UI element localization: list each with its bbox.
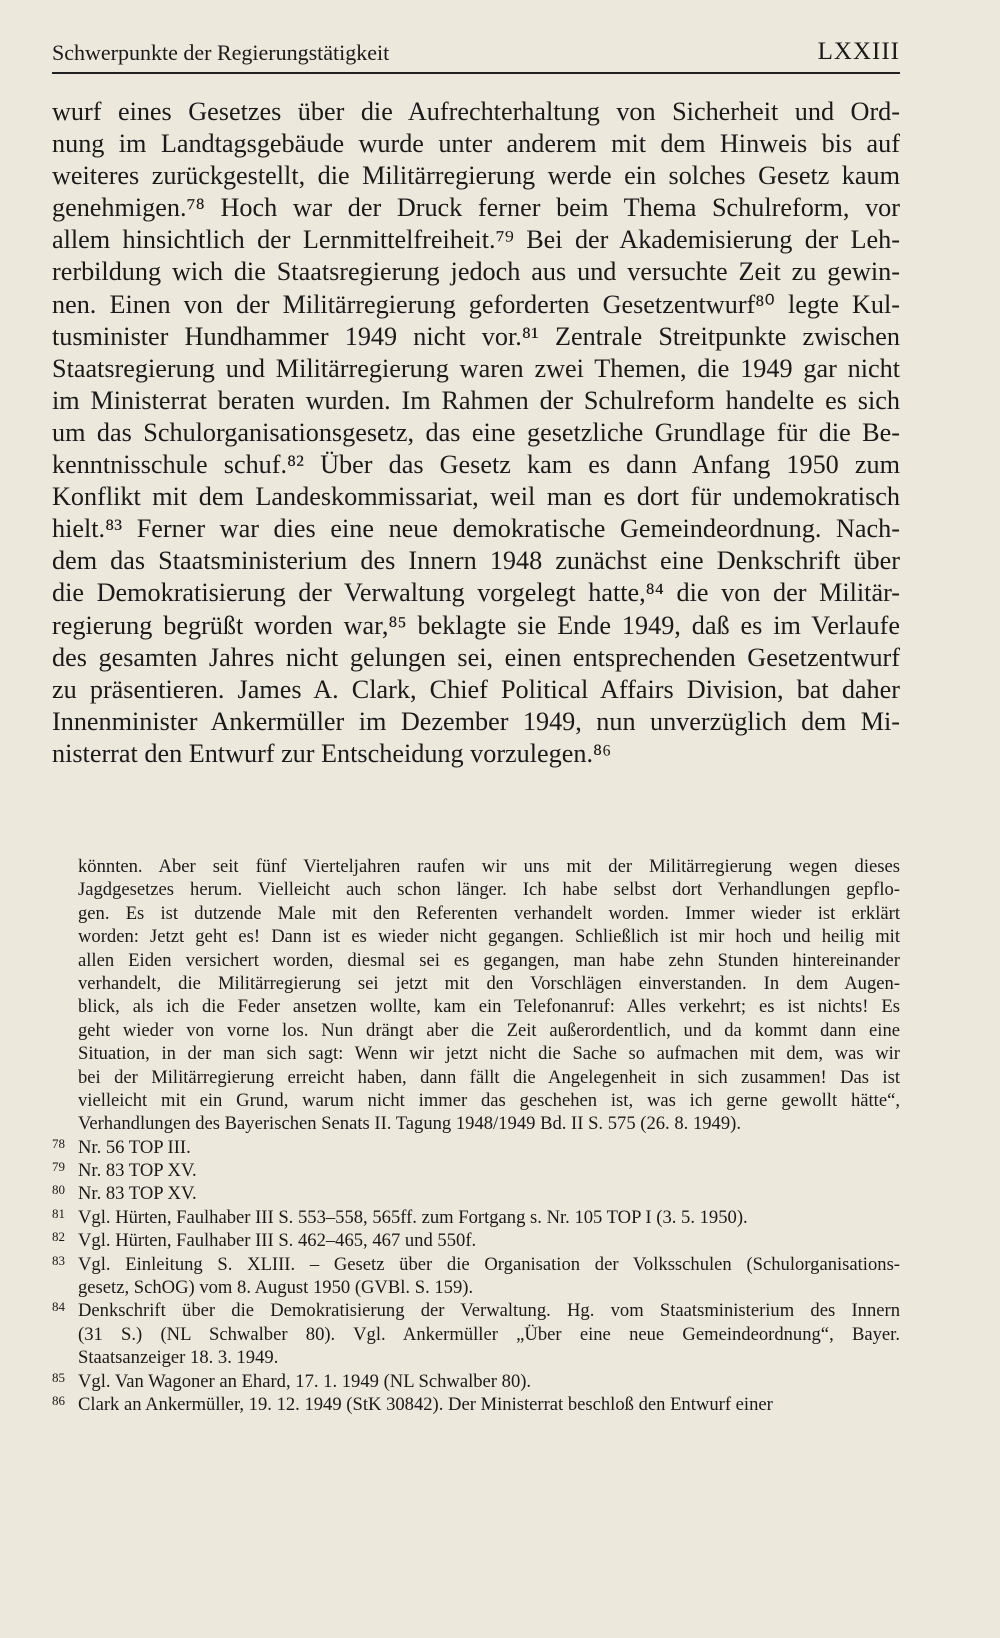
body-line: zu präsentieren. James A. Clark, Chief Political Affairs Division, bat daher bbox=[52, 674, 900, 704]
footnote-continuation-line: allen Eiden versichert worden, diesmal sei es gegangen, man habe zehn Stunden hintereinander bbox=[78, 949, 900, 971]
body-line: die Demokratisierung der Verwaltung vorgelegt hatte,⁸⁴ die von der Militär- bbox=[52, 578, 900, 608]
running-header bbox=[52, 36, 900, 74]
footnote-text: Denkschrift über die Demokratisierung der Verwaltung. Hg. vom Staatsministerium des Innern bbox=[78, 1300, 900, 1322]
footnotes bbox=[52, 855, 900, 1416]
footnote-line bbox=[52, 1229, 900, 1252]
body-line: hielt.⁸³ Ferner war dies eine neue demokratische Gemeindeordnung. Nach- bbox=[52, 514, 900, 544]
main-text bbox=[52, 96, 900, 770]
footnote-line bbox=[52, 1393, 900, 1416]
footnote-text: Nr. 56 TOP III. bbox=[78, 1136, 191, 1158]
footnote-text: Clark an Ankermüller, 19. 12. 1949 (StK 30842). Der Ministerrat beschloß den Entwurf einer bbox=[78, 1393, 773, 1415]
footnote-continuation-line: verhandelt, die Militärregierung sei jetzt mit den Vorschlägen einverstanden. In dem Augen- bbox=[78, 972, 900, 994]
footnote-continuation-line: könnten. Aber seit fünf Vierteljahren raufen wir uns mit der Militärregierung wegen dieses bbox=[78, 856, 900, 877]
footnote-number: 78 bbox=[52, 1135, 65, 1151]
body-line: kenntnisschule schuf.⁸² Über das Gesetz kam es dann Anfang 1950 zum bbox=[52, 450, 900, 480]
body-line: regierung begrüßt worden war,⁸⁵ beklagte sie Ende 1949, daß es im Verlaufe bbox=[52, 610, 900, 640]
body-line: dem das Staatsministerium des Innern 1948 zunächst eine Denkschrift über bbox=[52, 546, 900, 576]
body-line: genehmigen.⁷⁸ Hoch war der Druck ferner beim Thema Schulreform, vor bbox=[52, 193, 900, 223]
footnote-text: Vgl. Hürten, Faulhaber III S. 462–465, 467 und 550f. bbox=[78, 1230, 477, 1252]
footnote-text: Vgl. Van Wagoner an Ehard, 17. 1. 1949 (NL Schwalber 80). bbox=[78, 1370, 532, 1392]
body-line: nung im Landtagsgebäude wurde unter anderem mit dem Hinweis bis auf bbox=[52, 129, 900, 159]
footnote-number: 79 bbox=[52, 1159, 65, 1175]
footnote-text: Nr. 83 TOP XV. bbox=[78, 1183, 197, 1205]
footnote-line bbox=[52, 1299, 900, 1322]
footnote-text: gesetz, SchOG) vom 8. August 1950 (GVBl. S. 159). bbox=[78, 1277, 474, 1299]
footnote-text: (31 S.) (NL Schwalber 80). Vgl. Ankermüller „Über eine neue Gemeindeordnung“, Bayer. bbox=[78, 1323, 900, 1345]
footnote-line bbox=[52, 1136, 900, 1159]
running-title: Schwerpunkte der Regierungstätigkeit bbox=[52, 40, 390, 65]
footnote-number: 84 bbox=[52, 1299, 65, 1315]
body-line: weiteres zurückgestellt, die Militärregierung werde ein solches Gesetz kaum bbox=[52, 161, 900, 191]
body-line: rerbildung wich die Staatsregierung jedoch aus und versuchte Zeit zu gewin- bbox=[52, 257, 900, 287]
body-line: Innenminister Ankermüller im Dezember 1949, nun unverzüglich dem Mi- bbox=[52, 706, 900, 736]
footnote-continuation-line: bei der Militärregierung erreicht haben, dann fällt die Angelegenheit in sich zusammen! Das ist bbox=[78, 1066, 900, 1088]
footnote-text: Vgl. Einleitung S. XLIII. – Gesetz über die Organisation der Volksschulen (Schulorganisations- bbox=[78, 1253, 900, 1275]
footnote-line bbox=[52, 1206, 900, 1229]
footnote-line bbox=[52, 1182, 900, 1205]
body-line: im Ministerrat beraten wurden. Im Rahmen der Schulreform handelte es sich bbox=[52, 385, 900, 415]
footnote-text: Nr. 83 TOP XV. bbox=[78, 1160, 197, 1182]
footnote-number: 80 bbox=[52, 1182, 65, 1198]
footnote-line bbox=[52, 1370, 900, 1393]
footnote-continuation-line: blick, als ich die Feder ansetzen wollte, kam ein Telefonanruf: Alles verkehrt; es ist nichts! Es bbox=[78, 996, 900, 1018]
footnote-line bbox=[52, 1323, 900, 1346]
footnote-continuation-line: Verhandlungen des Bayerischen Senats II. Tagung 1948/1949 Bd. II S. 575 (26. 8. 1949). bbox=[78, 1113, 741, 1135]
footnote-continuation-line: worden: Jetzt geht es! Dann ist es wieder nicht gegangen. Schließlich ist mir hoch und heilig mit bbox=[78, 926, 900, 948]
footnote-line bbox=[52, 1276, 900, 1299]
footnote-number: 81 bbox=[52, 1205, 65, 1221]
footnote-number: 85 bbox=[52, 1369, 65, 1385]
body-line: nisterrat den Entwurf zur Entscheidung vorzulegen.⁸⁶ bbox=[52, 738, 612, 768]
body-line: wurf eines Gesetzes über die Aufrechterhaltung von Sicherheit und Ord- bbox=[52, 97, 900, 126]
footnote-continuation-line: Jagdgesetzes herum. Vielleicht auch schon länger. Ich habe selbst dort Verhandlungen gepflo- bbox=[78, 879, 900, 901]
footnote-text: Vgl. Hürten, Faulhaber III S. 553–558, 565ff. zum Fortgang s. Nr. 105 TOP I (3. 5. 1950). bbox=[78, 1206, 748, 1228]
footnote-continuation-line: gen. Es ist dutzende Male mit den Referenten verhandelt worden. Immer wieder ist erklärt bbox=[78, 902, 900, 924]
body-line: allem hinsichtlich der Lernmittelfreiheit.⁷⁹ Bei der Akademisierung der Leh- bbox=[52, 225, 900, 255]
footnote-number: 83 bbox=[52, 1252, 65, 1268]
footnote-continuation-line: geht wieder von vorne los. Nun drängt aber die Zeit außerordentlich, und da kommt dann eine bbox=[78, 1019, 900, 1041]
footnote-line bbox=[52, 1346, 900, 1369]
body-line: tusminister Hundhammer 1949 nicht vor.⁸¹ Zentrale Streitpunkte zwischen bbox=[52, 321, 900, 351]
body-line: Staatsregierung und Militärregierung waren zwei Themen, die 1949 gar nicht bbox=[52, 353, 900, 383]
body-line: des gesamten Jahres nicht gelungen sei, einen entsprechenden Gesetzentwurf bbox=[52, 642, 900, 672]
body-line: nen. Einen von der Militärregierung geforderten Gesetzentwurf⁸⁰ legte Kul- bbox=[52, 289, 900, 319]
footnote-line bbox=[52, 1159, 900, 1182]
footnote-number: 86 bbox=[52, 1392, 65, 1408]
body-line: Konflikt mit dem Landeskommissariat, weil man es dort für undemokratisch bbox=[52, 482, 900, 512]
footnote-line bbox=[52, 1253, 900, 1276]
body-line: um das Schulorganisationsgesetz, das eine gesetzliche Grundlage für die Be- bbox=[52, 417, 900, 447]
footnote-text: Staatsanzeiger 18. 3. 1949. bbox=[78, 1347, 279, 1369]
page-number: LXXIII bbox=[817, 38, 900, 65]
footnote-number: 82 bbox=[52, 1229, 65, 1245]
footnote-continuation-line: vielleicht mit ein Grund, warum nicht immer das geschehen ist, was ich gerne gewollt hätte“, bbox=[78, 1089, 900, 1111]
footnote-continuation-line: Situation, in der man sich sagt: Wenn wir jetzt nicht die Sache so aufmachen mit dem, was wir bbox=[78, 1043, 900, 1065]
